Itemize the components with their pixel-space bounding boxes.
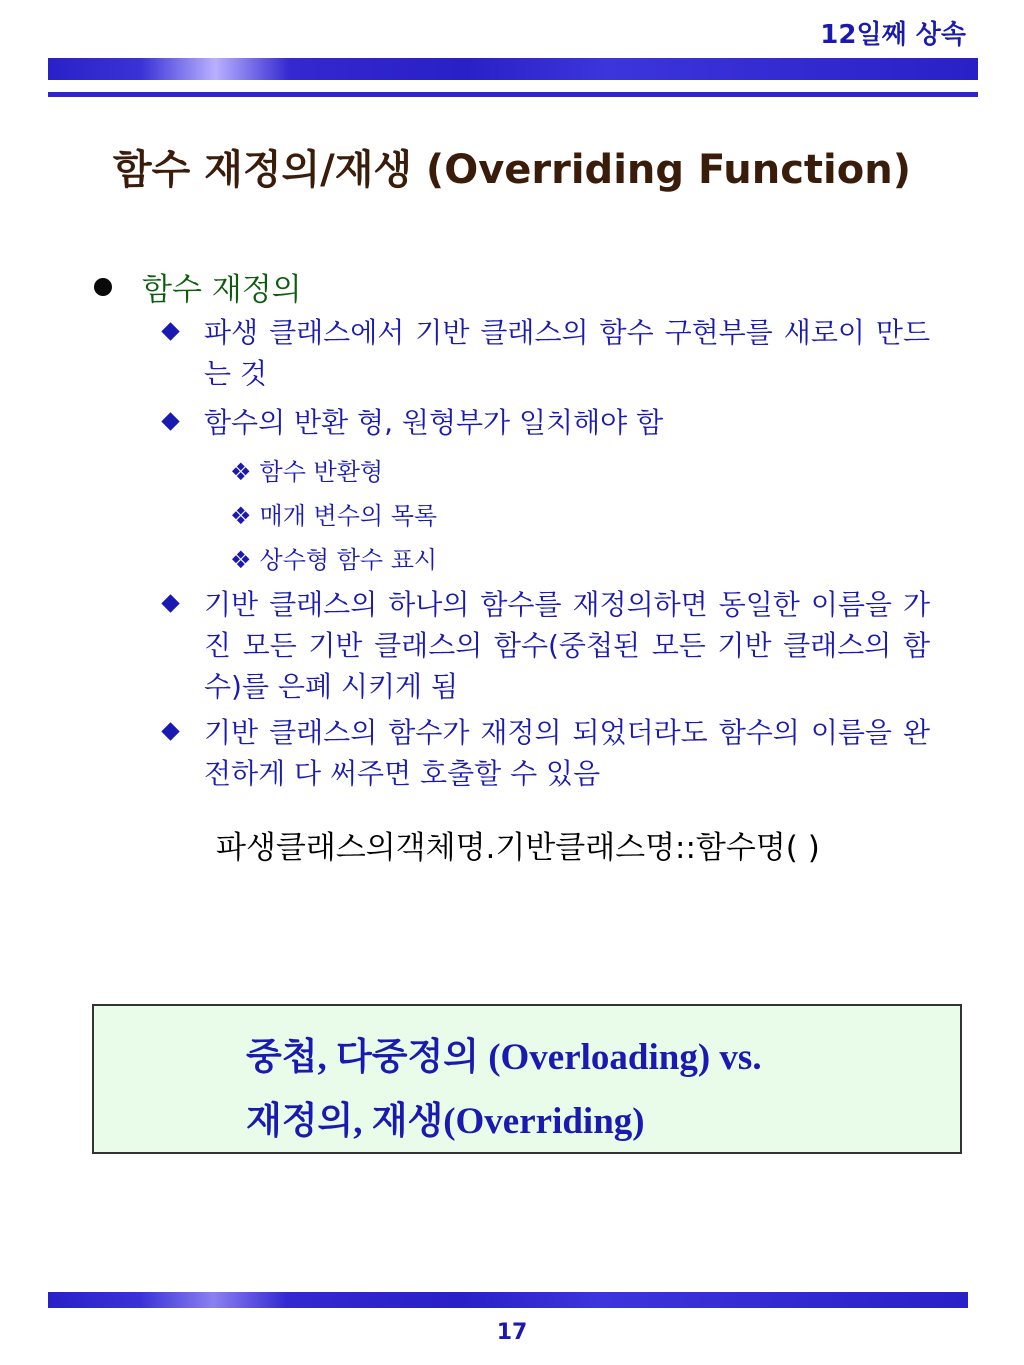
diamond-bullet-icon bbox=[161, 594, 179, 612]
diamond-bullet-icon bbox=[161, 412, 179, 430]
point-item bbox=[164, 312, 930, 394]
main-bullet-text: 함수 재정의 bbox=[142, 272, 302, 308]
point-text: 파생 클래스에서 기반 클래스의 함수 구현부를 새로이 만드는 것 bbox=[204, 316, 930, 390]
clover-bullet-icon: ❖ bbox=[230, 458, 252, 486]
main-bullet bbox=[94, 264, 302, 309]
point-item bbox=[164, 712, 930, 794]
subpoint-text: 함수 반환형 bbox=[259, 458, 384, 486]
subpoint-item bbox=[230, 452, 383, 487]
diamond-bullet-icon bbox=[161, 722, 179, 740]
footer-decorative-band bbox=[48, 1292, 968, 1308]
header-decorative-band bbox=[48, 58, 978, 80]
page-number: 17 bbox=[496, 1320, 528, 1345]
subpoint-item bbox=[230, 496, 437, 531]
subpoint-text: 상수형 함수 표시 bbox=[259, 546, 438, 574]
header-divider bbox=[48, 92, 978, 97]
diamond-bullet-icon bbox=[161, 322, 179, 340]
point-text: 기반 클래스의 하나의 함수를 재정의하면 동일한 이름을 가진 모든 기반 클래스의 함수(중첩된 모든 기반 클래스의 함수)를 은폐 시키게 됨 bbox=[204, 588, 930, 703]
callout-line-1: 중첩, 다중정의 (Overloading) vs. bbox=[246, 1037, 762, 1078]
point-item bbox=[164, 584, 930, 707]
point-item bbox=[164, 402, 930, 443]
point-text: 함수의 반환 형, 원형부가 일치해야 함 bbox=[204, 406, 664, 439]
point-text: 기반 클래스의 함수가 재정의 되었더라도 함수의 이름을 완전하게 다 써주면 호출할 수 있음 bbox=[204, 716, 930, 790]
section-label: 12일째 상속 bbox=[820, 20, 966, 50]
clover-bullet-icon: ❖ bbox=[230, 502, 252, 530]
subpoint-item bbox=[230, 540, 437, 575]
bullet-dot-icon bbox=[94, 278, 112, 296]
subpoint-text: 매개 변수의 목록 bbox=[259, 502, 438, 530]
slide-title: 함수 재정의/재생 (Overriding Function) bbox=[112, 147, 912, 193]
clover-bullet-icon: ❖ bbox=[230, 546, 252, 574]
callout-box bbox=[92, 1004, 962, 1154]
callout-line-2: 재정의, 재생(Overriding) bbox=[246, 1101, 645, 1142]
syntax-example: 파생클래스의객체명.기반클래스명::함수명( ) bbox=[216, 830, 820, 866]
